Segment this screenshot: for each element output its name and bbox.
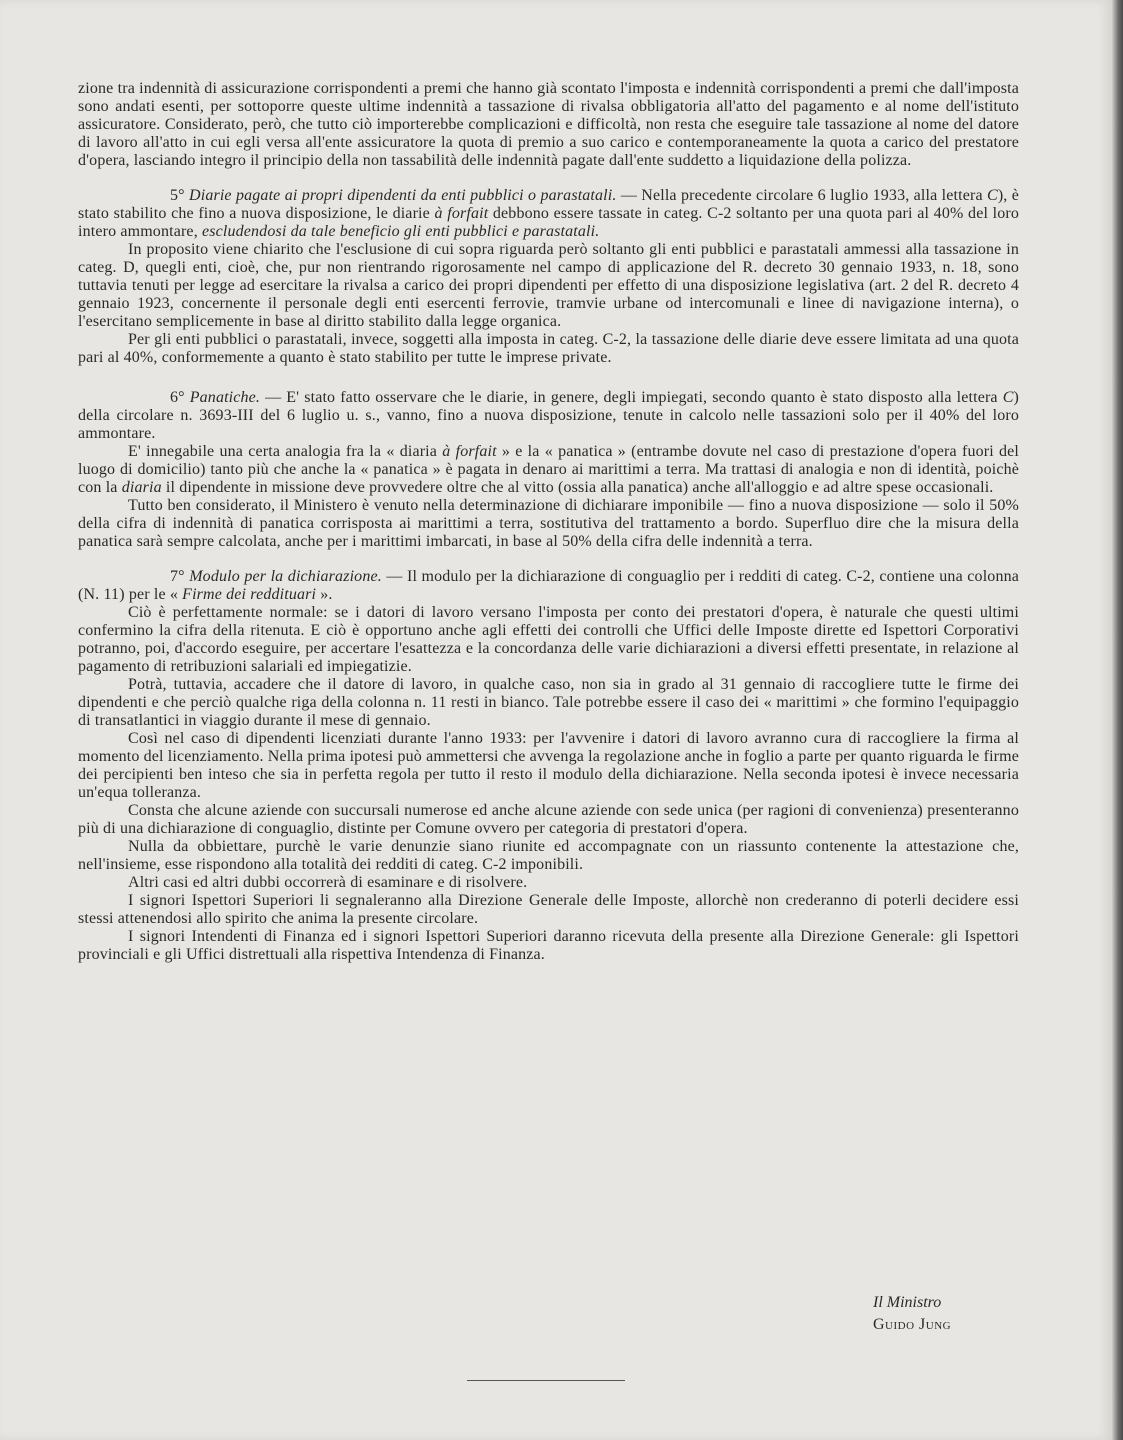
section-6-letter: C — [1002, 389, 1014, 406]
signature-block — [845, 1292, 1015, 1336]
section-5-text: debbono essere tassate in categ. C-2 soltanto per una quota pari al 40% del loro intero ammontare, — [78, 205, 1020, 240]
signature-name: Guido Jung — [873, 1316, 952, 1333]
document-body — [78, 80, 1019, 964]
section-7-text: — Il modulo per la dichiarazione di conguaglio per i redditi di categ. C-2, contiene una colonna (N. 11) per le « — [78, 568, 1019, 603]
section-5-exclusion: escludendosi da tale beneficio gli enti pubblici e parastatali. — [202, 223, 600, 240]
section-5-paragraph — [78, 187, 1019, 241]
paragraph-6b-text: E' innegabile una certa analogia fra la « diaria — [128, 443, 443, 460]
section-5-forfait: à forfait — [434, 205, 489, 222]
section-7-number: 7° — [170, 568, 185, 585]
paragraph-7e: Consta che alcune aziende con succursali numerose ed anche alcune aziende con sede unica (per ragioni di convenienza) presenteranno più di una dichiarazione di conguaglio, distinte per Comune ovvero per categoria di prestatori d'opera. — [78, 802, 1019, 837]
paragraph-7c: Potrà, tuttavia, accadere che il datore di lavoro, in qualche caso, non sia in grado al 31 gennaio di raccogliere tutte le firme dei dipendenti e che perciò qualche riga della colonna n. 11 resti in bianco. Tale potrebbe essere il caso dei « marittimi » che formino l'equipaggio di transatlantici in viaggio durante il mese di gennaio. — [78, 676, 1019, 729]
paragraph-7d: Così nel caso di dipendenti licenziati durante l'anno 1933: per l'avvenire i datori di lavoro avranno cura di raccogliere la firma al momento del licenziamento. Nella prima ipotesi può ammettersi che avvenga la regolazione anche in foglio a parte per quanto riguarda le firme dei percipienti ben inteso che sia in perfetta regola per tutto il resto il modulo della dichiarazione. Nella seconda ipotesi è invece necessaria un'equa tolleranza. — [78, 730, 1019, 801]
closing-rule — [467, 1380, 625, 1381]
paragraph-6b-text: il dipendente in missione deve provvedere oltre che al vitto (ossia alla panatica) anche all'alloggio e ad altre spese occasionali. — [161, 479, 994, 496]
paragraph-5b: In proposito viene chiarito che l'esclusione di cui sopra riguarda però soltanto gli enti pubblici e parastatali ammessi alla tassazione in categ. D, quegli enti, cioè, che, pur non rientrando rigorosamente nel campo di applicazione del R. decreto 30 gennaio 1933, n. 18, sono tuttavia tenuti per legge ad esercitare la rivalsa a carico dei propri dipendenti per effetto di una disposizione legislativa (art. 2 del R. decreto 4 gennaio 1923, concernente il personale degli enti esercenti ferrovie, tramvie urbane od intercomunali e linee di navigazione interna), o l'esercitano semplicemente in base al diritto stabilito dalla legge organica. — [78, 241, 1019, 330]
signature-role: Il Ministro — [873, 1294, 942, 1311]
section-6-title: Panatiche. — [189, 389, 261, 406]
paragraph-5c: Per gli enti pubblici o parastatali, invece, soggetti alla imposta in categ. C-2, la tassazione delle diarie deve essere limitata ad una quota pari al 40%, conformemente a quanto è stato stabilito per tutte le imprese private. — [78, 331, 1019, 366]
paragraph-7b: Ciò è perfettamente normale: se i datori di lavoro versano l'imposta per conto dei prestatori d'opera, è naturale che questi ultimi confermino la cifra della ritenuta. E ciò è opportuno anche agli effetti dei controlli che Uffici delle Imposte dirette ed Ispettori Corporativi potranno, poi, d'accordo eseguire, per accertare l'esattezza e la concordanza delle varie dichiarazioni a diversi effetti presentate, in relazione al pagamento di retribuzioni salariali ed impiegatizie. — [78, 604, 1019, 675]
paragraph-7f: Nulla da obbiettare, purchè le varie denunzie siano riunite ed accompagnate con un riassunto contenente la attestazione che, nell'insieme, esse rispondono alla totalità dei redditi di categ. C-2 imponibili. — [78, 838, 1019, 873]
section-5-text: — Nella precedente circolare 6 luglio 1933, alla lettera — [616, 187, 987, 204]
section-5-letter: C — [987, 187, 998, 204]
section-7-title: Modulo per la dichiarazione. — [189, 568, 382, 585]
section-6-text: — E' stato fatto osservare che le diarie, in genere, degli impiegati, secondo quanto è stato disposto alla lettera — [260, 389, 1003, 406]
page-edge — [1112, 0, 1123, 1440]
section-7-text: ». — [316, 586, 333, 603]
section-7-paragraph — [78, 568, 1019, 604]
paragraph-7i: I signori Intendenti di Finanza ed i signori Ispettori Superiori daranno ricevuta della presente alla Direzione Generale: gli Ispettori provinciali e gli Uffici distrettuali alla rispettiva Intendenza di Finanza. — [78, 928, 1019, 963]
section-5-title: Diarie pagate ai propri dipendenti da enti pubblici o parastatali. — [189, 187, 617, 204]
paragraph-6c: Tutto ben considerato, il Ministero è venuto nella determinazione di dichiarare imponibile — fino a nuova disposizione — solo il 50% della cifra di indennità di panatica corrisposta ai marittimi a terra, sostitutiva del trattamento a bordo. Superfluo dire che la misura della panatica sarà sempre calcolata, anche per i marittimi imbarcati, in base al 50% della cifra delle indennità a terra. — [78, 497, 1019, 550]
paragraph-7h: I signori Ispettori Superiori li segnaleranno alla Direzione Generale delle Imposte, allorchè non crederanno di poterli decidere essi stessi attenendosi allo spirito che anima la presente circolare. — [78, 892, 1019, 927]
section-7-firme: Firme dei reddituari — [182, 586, 317, 603]
section-6-paragraph — [78, 389, 1019, 443]
paragraph-7g: Altri casi ed altri dubbi occorrerà di esaminare e di risolvere. — [128, 874, 528, 891]
section-5-text: ), è stato stabilito che fino a nuova disposizione, le diarie — [78, 187, 1020, 222]
paragraph-6b-diaria: diaria — [121, 479, 162, 496]
paragraph-6b — [78, 443, 1019, 497]
section-5-number: 5° — [170, 187, 185, 204]
section-6-number: 6° — [170, 389, 185, 406]
paragraph-6b-text: » e la « panatica » (entrambe dovute nel caso di prestazione d'opera fuori del luogo di domicilio) tanto più che anche la « panatica » è pagata in denaro ai marittimi a terra. Ma trattasi di analogia e non di identità, poichè con la — [78, 443, 1020, 496]
paragraph-intro: zione tra indennità di assicurazione corrispondenti a premi che hanno già scontato l'imposta e indennità corrispondenti a premi che dall'imposta sono andati esenti, per sottoporre queste ultime indennità a tassazione di rivalsa obbligatoria all'atto del pagamento e al nome dell'istituto assicuratore. Considerato, però, che tutto ciò importerebbe complicazioni e difficoltà, non resta che eseguire tale tassazione al nome del datore di lavoro all'atto in cui egli versa all'ente assicuratore la quota di premio a suo carico e contemporaneamente la quota a carico del prestatore d'opera, lasciando integro il principio della non tassabilità delle indennità pagate dall'ente suddetto a liquidazione della polizza. — [78, 80, 1019, 169]
paragraph-6b-forfait: à forfait — [442, 443, 497, 460]
section-6-text: ) della circolare n. 3693-III del 6 luglio u. s., vanno, fino a nuova disposizione, tenute in calcolo nelle tassazioni solo per il 40% del loro ammontare. — [78, 389, 1019, 442]
